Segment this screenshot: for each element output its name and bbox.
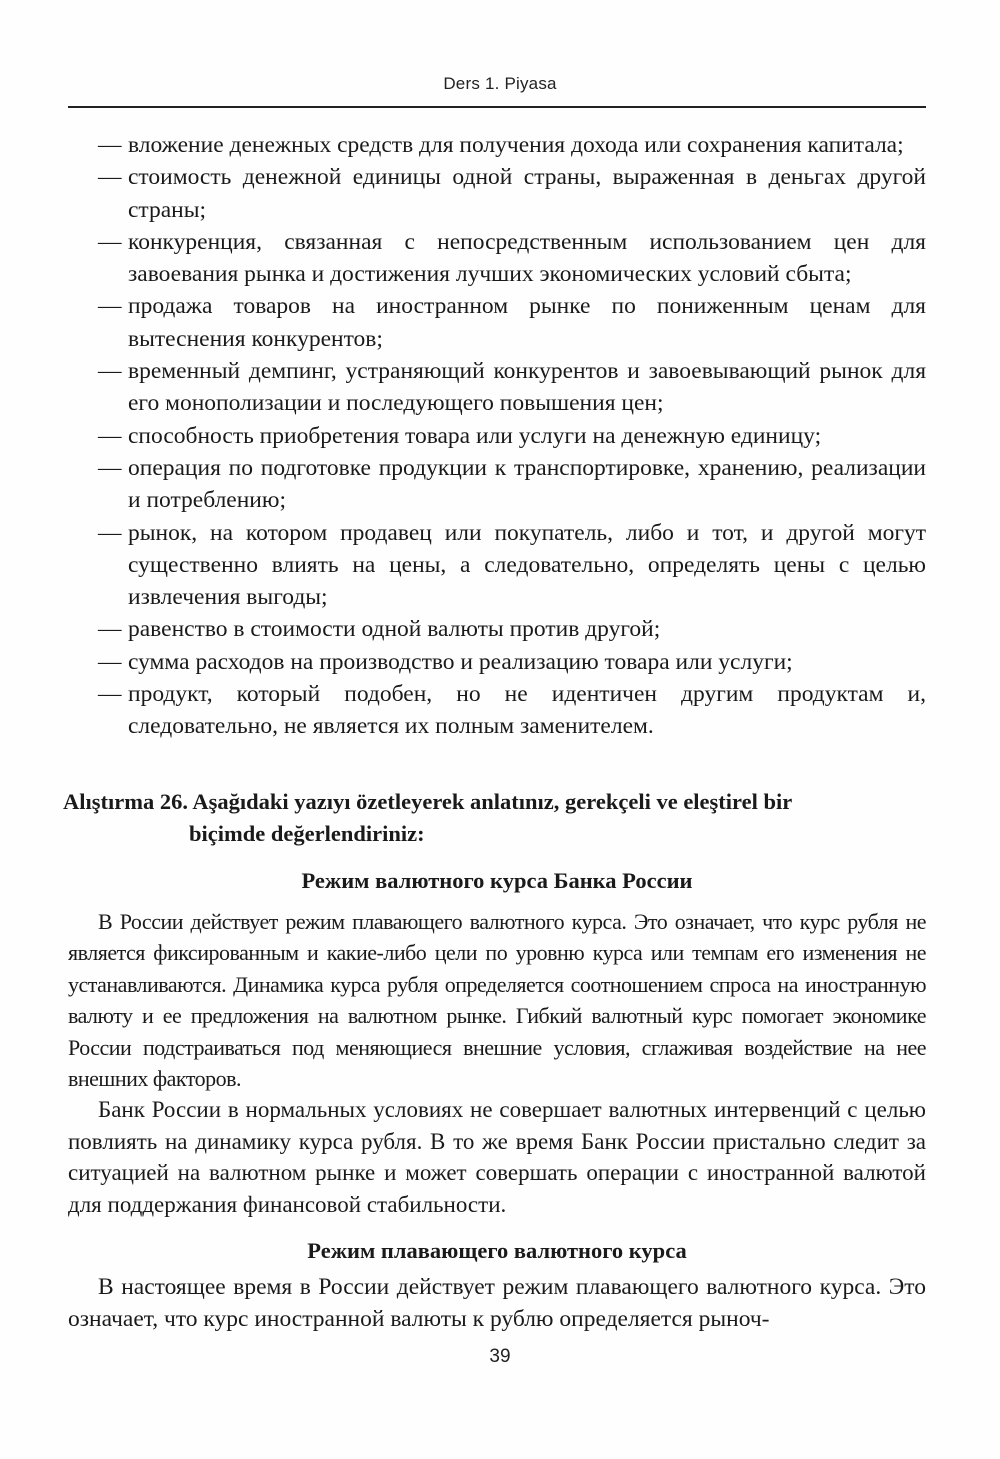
dash-marker: — (98, 616, 122, 643)
list-item (98, 678, 926, 743)
list-item (98, 226, 926, 291)
list-item-text: сумма расходов на производство и реализацию товара или услуги; (128, 648, 793, 675)
list-item (98, 420, 926, 452)
dash-marker: — (98, 422, 122, 449)
list-item-text: продажа товаров на иностранном рынке по пониженным ценам для вытеснения конкурентов; (128, 293, 926, 352)
exercise-line-2: biçimde değerlendiriniz: (189, 821, 425, 846)
dash-marker: — (98, 648, 122, 675)
header-divider (68, 106, 926, 108)
dash-marker: — (98, 519, 122, 546)
list-item (98, 161, 926, 226)
exercise-heading (63, 786, 933, 850)
dash-marker: — (98, 164, 122, 191)
list-item-text: операция по подготовке продукции к транспортировке, хранению, реализации и потреблению; (128, 454, 926, 514)
exercise-line-1: Alıştırma 26. Aşağıdaki yazıyı özetleyerek anlatınız, gerekçeli ve eleştirel bir (63, 789, 793, 814)
section-title-floating-rate: Режим плавающего валютного курса (307, 1238, 687, 1263)
dash-marker: — (98, 454, 122, 481)
dash-marker: — (98, 681, 122, 708)
list-item-text: равенство в стоимости одной валюты против другой; (128, 616, 661, 643)
dash-marker: — (98, 228, 122, 255)
list-item-text: продукт, который подобен, но не идентичен другим продуктам и, следовательно, не является их полным заменителем. (128, 681, 926, 740)
list-item (98, 129, 926, 161)
paragraph: В настоящее время в России действует режим плавающего валютного курса. Это означает, что курс иностранной валюты к рублю определяется рыноч- (68, 1274, 926, 1332)
list-item (98, 355, 926, 420)
list-item-text: стоимость денежной единицы одной страны, выраженная в деньгах другой страны; (128, 164, 926, 223)
paragraph: В России действует режим плавающего валютного курса. Это означает, что курс рубля не является фиксированным и какие-либо цели по уровню курса или темпам его изменения не устанавливаются. Динамика курса рубля определяется соотношением спроса на иностранную валюту и ее предложения на валютном рынке. Гибкий валютный курс помогает экономике России подстраиваться под меняющиеся внешние условия, сглаживая воздействие на нее внешних факторов. (68, 909, 926, 1092)
list-item-text: способность приобретения товара или услуги на денежную единицу; (128, 422, 822, 449)
list-item-text: вложение денежных средств для получения дохода или сохранения капитала; (128, 132, 904, 158)
definitions-list (98, 129, 926, 743)
list-item-text: конкуренция, связанная с непосредственным использованием цен для завоевания рынка и достижения лучших экономических условий сбыта; (128, 228, 926, 288)
dash-marker: — (98, 132, 122, 158)
page-number: 39 (489, 1346, 511, 1367)
list-item (98, 517, 926, 614)
dash-marker: — (98, 293, 122, 320)
list-item (98, 452, 926, 517)
list-item-text: рынок, на котором продавец или покупатель, либо и тот, и другой могут существенно влиять на цены, а следовательно, определять цены с целью извлечения выгоды; (128, 519, 926, 611)
running-header: Ders 1. Piyasa (443, 74, 557, 93)
paragraph: Банк России в нормальных условиях не совершает валютных интервенций с целью повлиять на динамику курса рубля. В то же время Банк России пристально следит за ситуацией на валютном рынке и может совершать операции с иностранной валютой для поддержания финансовой стабильности. (68, 1097, 926, 1217)
list-item-text: временный демпинг, устраняющий конкурентов и завоевывающий рынок для его монополизации и последующего повышения цен; (128, 358, 926, 417)
section-title-bank-russia-regime: Режим валютного курса Банка России (301, 868, 693, 893)
list-item (98, 613, 926, 645)
list-item (98, 646, 926, 678)
list-item (98, 290, 926, 355)
dash-marker: — (98, 358, 122, 385)
